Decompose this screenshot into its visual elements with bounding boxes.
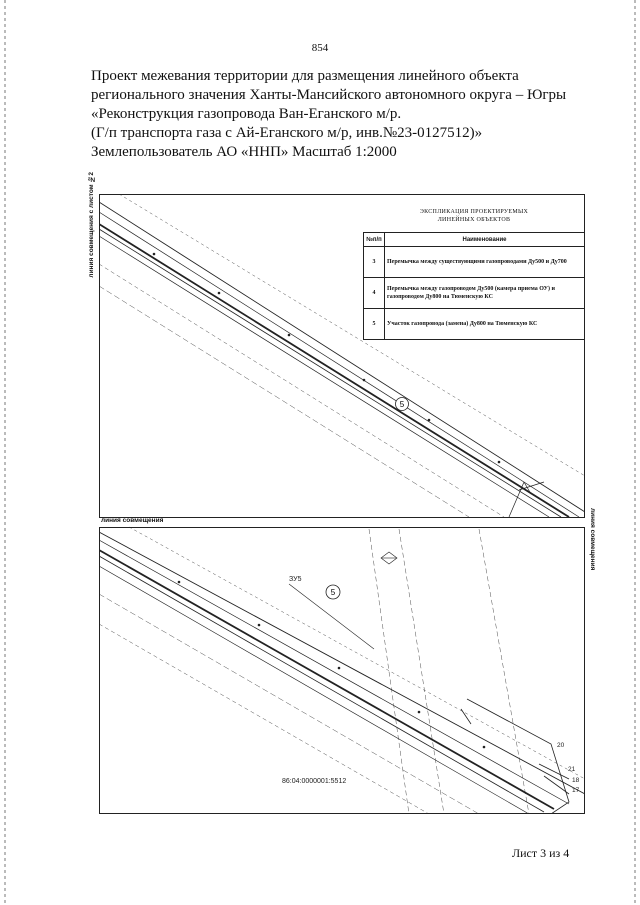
- table-header-row: [364, 233, 585, 247]
- point-number: 18: [572, 777, 580, 784]
- title-line: регионального значения Ханты-Мансийского автономного округа – Югры: [91, 87, 567, 103]
- alignment-line-label-left: линия совмещения с листом №2: [88, 172, 95, 278]
- explication-title: [363, 208, 585, 224]
- row-name: Перемычка между существующими газопроводами Ду500 и Ду700: [385, 247, 585, 278]
- title-line: Землепользователь АО «ННП» Масштаб 1:2000: [91, 144, 397, 160]
- table-row: [364, 278, 585, 309]
- header-num: №п/п: [364, 233, 385, 247]
- zone-label: ЗУ5: [289, 576, 302, 583]
- alignment-line-label-middle: линия совмещения: [101, 517, 164, 524]
- page-right-edge: [634, 0, 636, 905]
- title-line: Проект межевания территории для размещения линейного объекта: [91, 68, 519, 84]
- document-title: [91, 67, 611, 162]
- row-num: 5: [364, 309, 385, 340]
- title-line: «Реконструкция газопровода Ван-Еганского м/р.: [91, 106, 402, 122]
- row-num: 3: [364, 247, 385, 278]
- point-number: 17: [572, 787, 580, 794]
- cadastral-number: 86:04:0000001:5512: [282, 778, 347, 785]
- explication-title-line: ЛИНЕЙНЫХ ОБЪЕКТОВ: [437, 217, 511, 223]
- table-row: [364, 309, 585, 340]
- page-left-edge: [4, 0, 6, 905]
- explication-table: [363, 232, 585, 340]
- point-number: 21: [568, 766, 576, 773]
- table-row: [364, 247, 585, 278]
- title-line: (Г/п транспорта газа с Ай-Еганского м/р, инв.№23-0127512)»: [91, 125, 483, 141]
- row-name: Перемычка между газопроводом Ду500 (камера приема ОУ) и газопроводом Ду800 на Тюменскую КС: [385, 278, 585, 309]
- point-number: 20: [557, 742, 565, 749]
- row-name: Участок газопровода (замена) Ду800 на Тюменскую КС: [385, 309, 585, 340]
- object-marker-label: 5: [399, 400, 405, 409]
- header-name: Наименование: [385, 233, 585, 247]
- page-number: 854: [311, 42, 329, 54]
- row-num: 4: [364, 278, 385, 309]
- explication-title-line: ЭКСПЛИКАЦИЯ ПРОЕКТИРУЕМЫХ: [419, 209, 529, 215]
- alignment-line-label-right: линия совмещения: [589, 508, 596, 571]
- object-marker-label: 5: [330, 588, 336, 597]
- sheet-footer: Лист 3 из 4: [512, 846, 570, 860]
